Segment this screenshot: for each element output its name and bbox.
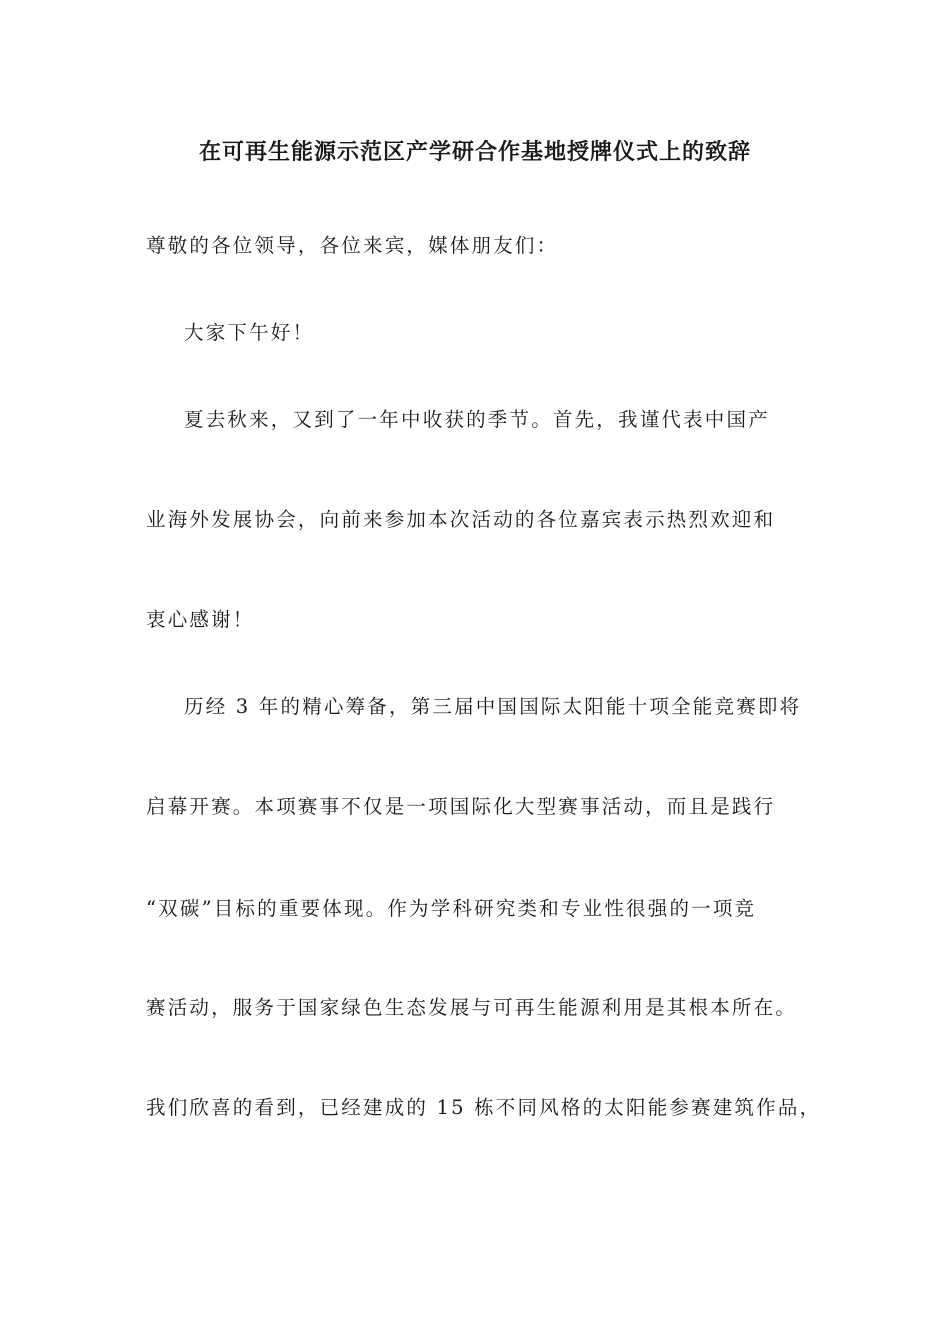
paragraph-line: 我们欣喜的看到，已经建成的 15 栋不同风格的太阳能参赛建筑作品，: [146, 1096, 822, 1119]
paragraph-line: 赛活动，服务于国家绿色生态发展与可再生能源利用是其根本所在。: [146, 996, 798, 1019]
paragraph-line: “双碳”目标的重要体现。作为学科研究类和专业性很强的一项竞: [146, 897, 757, 920]
paragraph-line: 衷心感谢！: [146, 608, 255, 631]
salutation-line: 尊敬的各位领导，各位来宾，媒体朋友们：: [146, 234, 559, 257]
paragraph-line: 业海外发展协会，向前来参加本次活动的各位嘉宾表示热烈欢迎和: [146, 508, 776, 531]
paragraph-line: 启幕开赛。本项赛事不仅是一项国际化大型赛事活动，而且是践行: [146, 795, 776, 818]
paragraph-line: 历经 3 年的精心筹备，第三届中国国际太阳能十项全能竞赛即将: [184, 695, 802, 718]
document-title: 在可再生能源示范区产学研合作基地授牌仪式上的致辞: [198, 139, 751, 165]
paragraph-line: 夏去秋来，又到了一年中收获的季节。首先，我谨代表中国产: [184, 408, 770, 431]
greeting-line: 大家下午好！: [184, 321, 315, 344]
